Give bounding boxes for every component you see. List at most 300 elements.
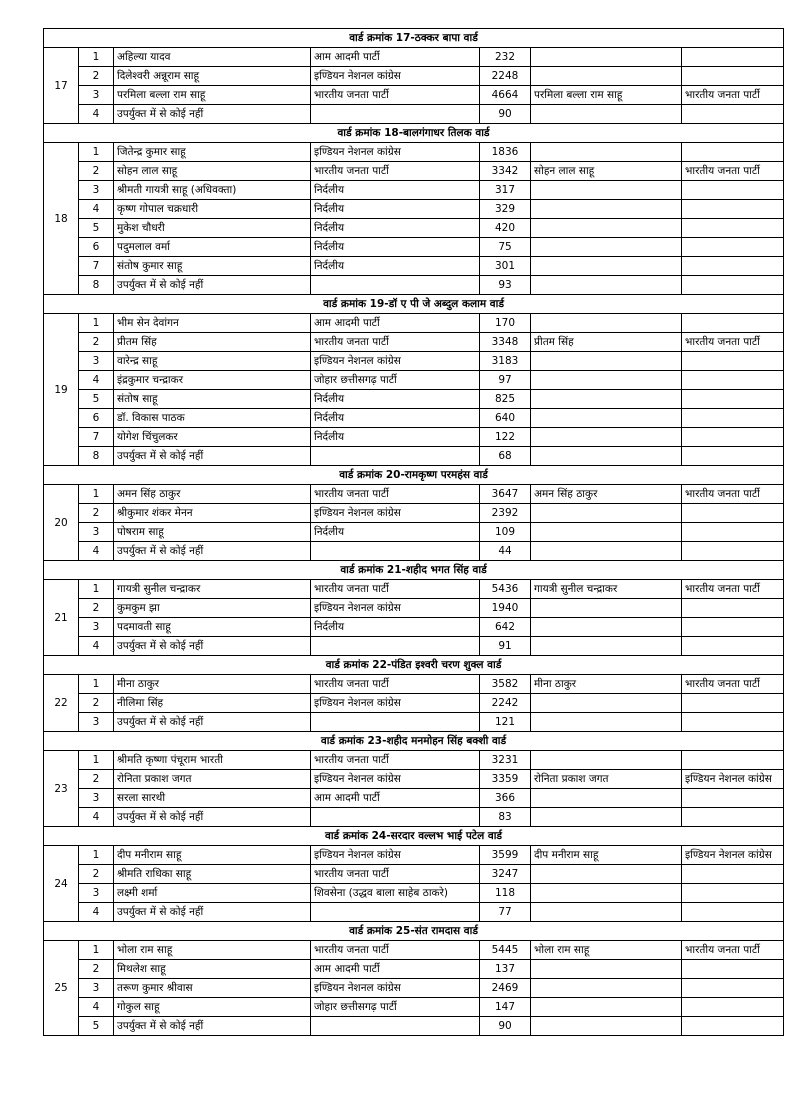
serial-number: 3 (79, 86, 114, 105)
table-row (44, 200, 784, 219)
candidate-name: पोषराम साहू (114, 523, 311, 542)
serial-number: 3 (79, 789, 114, 808)
vote-count: 301 (480, 257, 531, 276)
candidate-party: निर्दलीय (311, 409, 480, 428)
table-row (44, 903, 784, 922)
winner-party (682, 504, 784, 523)
winner-name (531, 960, 682, 979)
vote-count: 75 (480, 238, 531, 257)
table-row (44, 979, 784, 998)
winner-name (531, 48, 682, 67)
serial-number: 4 (79, 637, 114, 656)
winner-name (531, 903, 682, 922)
serial-number: 3 (79, 979, 114, 998)
winner-name (531, 1017, 682, 1036)
serial-number: 5 (79, 1017, 114, 1036)
vote-count: 2242 (480, 694, 531, 713)
winner-party: भारतीय जनता पार्टी (682, 580, 784, 599)
winner-party (682, 1017, 784, 1036)
candidate-party: भारतीय जनता पार्टी (311, 485, 480, 504)
ward-header-row (44, 29, 784, 48)
winner-party (682, 865, 784, 884)
vote-count: 122 (480, 428, 531, 447)
winner-name (531, 884, 682, 903)
candidate-name: मुकेश चौधरी (114, 219, 311, 238)
candidate-party: इण्डियन नेशनल कांग्रेस (311, 504, 480, 523)
candidate-party: निर्दलीय (311, 428, 480, 447)
table-row (44, 694, 784, 713)
candidate-party: भारतीय जनता पार्टी (311, 580, 480, 599)
table-row (44, 751, 784, 770)
table-row (44, 257, 784, 276)
candidate-name: उपर्युक्त में से कोई नहीं (114, 808, 311, 827)
serial-number: 5 (79, 390, 114, 409)
winner-party: भारतीय जनता पार्टी (682, 333, 784, 352)
ward-number: 25 (44, 941, 79, 1036)
vote-count: 109 (480, 523, 531, 542)
table-row (44, 542, 784, 561)
winner-party (682, 257, 784, 276)
table-row (44, 675, 784, 694)
winner-party (682, 713, 784, 732)
candidate-name: भोला राम साहू (114, 941, 311, 960)
winner-name (531, 314, 682, 333)
vote-count: 44 (480, 542, 531, 561)
winner-party (682, 447, 784, 466)
candidate-name: उपर्युक्त में से कोई नहीं (114, 637, 311, 656)
candidate-name: लक्ष्मी शर्मा (114, 884, 311, 903)
ward-number: 22 (44, 675, 79, 732)
winner-name (531, 257, 682, 276)
serial-number: 4 (79, 371, 114, 390)
winner-name (531, 447, 682, 466)
winner-party: इण्डियन नेशनल कांग्रेस (682, 846, 784, 865)
vote-count: 68 (480, 447, 531, 466)
candidate-name: उपर्युक्त में से कोई नहीं (114, 542, 311, 561)
serial-number: 1 (79, 143, 114, 162)
winner-name: प्रीतम सिंह (531, 333, 682, 352)
serial-number: 2 (79, 333, 114, 352)
candidate-name: उपर्युक्त में से कोई नहीं (114, 903, 311, 922)
ward-number: 18 (44, 143, 79, 295)
winner-party (682, 67, 784, 86)
candidate-party: निर्दलीय (311, 523, 480, 542)
winner-name (531, 808, 682, 827)
candidate-party: भारतीय जनता पार्टी (311, 751, 480, 770)
candidate-party: इण्डियन नेशनल कांग्रेस (311, 694, 480, 713)
candidate-name: प्रीतम सिंह (114, 333, 311, 352)
vote-count: 118 (480, 884, 531, 903)
candidate-name: भीम सेन देवांगन (114, 314, 311, 333)
winner-party (682, 276, 784, 295)
candidate-party: भारतीय जनता पार्टी (311, 941, 480, 960)
winner-party (682, 808, 784, 827)
table-row (44, 618, 784, 637)
candidate-name: जितेन्द्र कुमार साहू (114, 143, 311, 162)
table-row (44, 998, 784, 1017)
table-row (44, 333, 784, 352)
vote-count: 83 (480, 808, 531, 827)
ward-header-row (44, 466, 784, 485)
winner-party (682, 903, 784, 922)
table-row (44, 390, 784, 409)
vote-count: 640 (480, 409, 531, 428)
candidate-party: निर्दलीय (311, 219, 480, 238)
winner-name (531, 865, 682, 884)
candidate-party: भारतीय जनता पार्टी (311, 86, 480, 105)
candidate-party: इण्डियन नेशनल कांग्रेस (311, 67, 480, 86)
serial-number: 8 (79, 447, 114, 466)
vote-count: 1940 (480, 599, 531, 618)
table-row (44, 789, 784, 808)
serial-number: 2 (79, 67, 114, 86)
winner-party (682, 542, 784, 561)
winner-party (682, 390, 784, 409)
serial-number: 3 (79, 523, 114, 542)
winner-name (531, 618, 682, 637)
winner-name: दीप मनीराम साहू (531, 846, 682, 865)
vote-count: 170 (480, 314, 531, 333)
vote-count: 3359 (480, 770, 531, 789)
winner-name (531, 200, 682, 219)
candidate-name: मीना ठाकुर (114, 675, 311, 694)
candidate-party (311, 276, 480, 295)
table-row (44, 580, 784, 599)
serial-number: 7 (79, 257, 114, 276)
candidate-party: आम आदमी पार्टी (311, 48, 480, 67)
table-row (44, 770, 784, 789)
winner-party (682, 48, 784, 67)
candidate-name: डॉ. विकास पाठक (114, 409, 311, 428)
candidate-party: भारतीय जनता पार्टी (311, 162, 480, 181)
vote-count: 329 (480, 200, 531, 219)
winner-name (531, 542, 682, 561)
vote-count: 91 (480, 637, 531, 656)
candidate-name: गोकुल साहू (114, 998, 311, 1017)
serial-number: 1 (79, 485, 114, 504)
vote-count: 2248 (480, 67, 531, 86)
candidate-name: पदमावती साहू (114, 618, 311, 637)
table-row (44, 485, 784, 504)
winner-party (682, 428, 784, 447)
vote-count: 420 (480, 219, 531, 238)
winner-party (682, 884, 784, 903)
winner-name (531, 352, 682, 371)
serial-number: 6 (79, 238, 114, 257)
winner-name (531, 67, 682, 86)
ward-title: वार्ड क्रमांक 17-ठक्कर बापा वार्ड (44, 29, 784, 48)
candidate-name: दिलेश्वरी अन्नूराम साहू (114, 67, 311, 86)
table-row (44, 865, 784, 884)
winner-name (531, 504, 682, 523)
winner-party: भारतीय जनता पार्टी (682, 941, 784, 960)
vote-count: 137 (480, 960, 531, 979)
winner-name (531, 979, 682, 998)
serial-number: 1 (79, 751, 114, 770)
winner-party (682, 960, 784, 979)
candidate-party: आम आदमी पार्टी (311, 314, 480, 333)
table-row (44, 67, 784, 86)
winner-name (531, 751, 682, 770)
winner-name: अमन सिंह ठाकुर (531, 485, 682, 504)
winner-name: भोला राम साहू (531, 941, 682, 960)
ward-number: 19 (44, 314, 79, 466)
serial-number: 2 (79, 865, 114, 884)
candidate-party: जोहार छत्तीसगढ़ पार्टी (311, 998, 480, 1017)
candidate-party: भारतीय जनता पार्टी (311, 333, 480, 352)
table-row (44, 846, 784, 865)
vote-count: 825 (480, 390, 531, 409)
vote-count: 317 (480, 181, 531, 200)
candidate-party (311, 105, 480, 124)
candidate-party: आम आदमी पार्टी (311, 960, 480, 979)
candidate-party (311, 713, 480, 732)
candidate-party: निर्दलीय (311, 390, 480, 409)
candidate-party: निर्दलीय (311, 618, 480, 637)
candidate-name: रोनिता प्रकाश जगत (114, 770, 311, 789)
serial-number: 1 (79, 580, 114, 599)
table-row (44, 238, 784, 257)
table-row (44, 941, 784, 960)
winner-name: सोहन लाल साहू (531, 162, 682, 181)
candidate-party: इण्डियन नेशनल कांग्रेस (311, 143, 480, 162)
winner-name (531, 637, 682, 656)
winner-name (531, 276, 682, 295)
ward-title: वार्ड क्रमांक 18-बालगंगाधर तिलक वार्ड (44, 124, 784, 143)
ward-number: 24 (44, 846, 79, 922)
table-row (44, 352, 784, 371)
serial-number: 1 (79, 314, 114, 333)
table-row (44, 314, 784, 333)
serial-number: 2 (79, 694, 114, 713)
vote-count: 5445 (480, 941, 531, 960)
vote-count: 3247 (480, 865, 531, 884)
candidate-party (311, 1017, 480, 1036)
winner-name (531, 219, 682, 238)
winner-name: परमिला बल्ला राम साहू (531, 86, 682, 105)
ward-header-row (44, 295, 784, 314)
candidate-party: निर्दलीय (311, 200, 480, 219)
winner-name (531, 105, 682, 124)
vote-count: 3342 (480, 162, 531, 181)
winner-party: भारतीय जनता पार्टी (682, 86, 784, 105)
serial-number: 4 (79, 105, 114, 124)
winner-party (682, 618, 784, 637)
winner-name: मीना ठाकुर (531, 675, 682, 694)
candidate-name: उपर्युक्त में से कोई नहीं (114, 1017, 311, 1036)
ward-title: वार्ड क्रमांक 22-पंडित इश्वरी चरण शुक्ल वार्ड (44, 656, 784, 675)
vote-count: 4664 (480, 86, 531, 105)
candidate-party: भारतीय जनता पार्टी (311, 865, 480, 884)
serial-number: 3 (79, 713, 114, 732)
candidate-party: निर्दलीय (311, 181, 480, 200)
winner-party (682, 314, 784, 333)
vote-count: 366 (480, 789, 531, 808)
candidate-name: वारेन्द्र साहू (114, 352, 311, 371)
candidate-name: कृष्ण गोपाल चक्रधारी (114, 200, 311, 219)
winner-name (531, 390, 682, 409)
vote-count: 77 (480, 903, 531, 922)
serial-number: 2 (79, 162, 114, 181)
candidate-name: नीलिमा सिंह (114, 694, 311, 713)
candidate-party: इण्डियन नेशनल कांग्रेस (311, 770, 480, 789)
ward-title: वार्ड क्रमांक 20-रामकृष्ण परमहंस वार्ड (44, 466, 784, 485)
candidate-name: श्रीमति कृष्णा पंचूराम भारती (114, 751, 311, 770)
vote-count: 3183 (480, 352, 531, 371)
winner-party: भारतीय जनता पार्टी (682, 675, 784, 694)
winner-name (531, 523, 682, 542)
table-row (44, 48, 784, 67)
winner-party (682, 751, 784, 770)
winner-name (531, 599, 682, 618)
serial-number: 2 (79, 770, 114, 789)
vote-count: 232 (480, 48, 531, 67)
serial-number: 3 (79, 181, 114, 200)
serial-number: 2 (79, 960, 114, 979)
winner-party: भारतीय जनता पार्टी (682, 485, 784, 504)
table-row (44, 143, 784, 162)
ward-header-row (44, 827, 784, 846)
table-row (44, 960, 784, 979)
table-row (44, 105, 784, 124)
candidate-party (311, 903, 480, 922)
winner-name (531, 143, 682, 162)
winner-party (682, 979, 784, 998)
ward-header-row (44, 922, 784, 941)
candidate-party: निर्दलीय (311, 238, 480, 257)
ward-header-row (44, 561, 784, 580)
ward-results-table (43, 28, 784, 1036)
winner-name (531, 998, 682, 1017)
table-row (44, 219, 784, 238)
ward-header-row (44, 732, 784, 751)
table-row (44, 86, 784, 105)
serial-number: 7 (79, 428, 114, 447)
table-row (44, 447, 784, 466)
candidate-party (311, 447, 480, 466)
winner-party (682, 789, 784, 808)
candidate-party (311, 542, 480, 561)
candidate-name: श्रीकुमार शंकर मेनन (114, 504, 311, 523)
winner-party (682, 219, 784, 238)
winner-party (682, 371, 784, 390)
winner-name (531, 694, 682, 713)
winner-party: भारतीय जनता पार्टी (682, 162, 784, 181)
candidate-party: इण्डियन नेशनल कांग्रेस (311, 599, 480, 618)
ward-title: वार्ड क्रमांक 23-शहीद मनमोहन सिंह बक्शी वार्ड (44, 732, 784, 751)
candidate-name: अमन सिंह ठाकुर (114, 485, 311, 504)
winner-name: गायत्री सुनील चन्द्राकर (531, 580, 682, 599)
winner-name: रोनिता प्रकाश जगत (531, 770, 682, 789)
winner-name (531, 713, 682, 732)
candidate-party: इण्डियन नेशनल कांग्रेस (311, 846, 480, 865)
results-sheet (43, 28, 784, 1036)
vote-count: 90 (480, 1017, 531, 1036)
candidate-name: दीप मनीराम साहू (114, 846, 311, 865)
table-row (44, 637, 784, 656)
candidate-name: उपर्युक्त में से कोई नहीं (114, 276, 311, 295)
candidate-name: श्रीमति राधिका साहू (114, 865, 311, 884)
serial-number: 1 (79, 48, 114, 67)
candidate-party: इण्डियन नेशनल कांग्रेस (311, 352, 480, 371)
serial-number: 3 (79, 884, 114, 903)
vote-count: 642 (480, 618, 531, 637)
serial-number: 4 (79, 200, 114, 219)
vote-count: 2469 (480, 979, 531, 998)
ward-header-row (44, 656, 784, 675)
vote-count: 93 (480, 276, 531, 295)
candidate-name: इंद्रकुमार चन्द्राकर (114, 371, 311, 390)
candidate-name: कुमकुम झा (114, 599, 311, 618)
winner-party (682, 637, 784, 656)
vote-count: 90 (480, 105, 531, 124)
candidate-party: इण्डियन नेशनल कांग्रेस (311, 979, 480, 998)
winner-party (682, 200, 784, 219)
serial-number: 4 (79, 998, 114, 1017)
winner-party (682, 238, 784, 257)
winner-name (531, 428, 682, 447)
table-row (44, 409, 784, 428)
winner-party (682, 105, 784, 124)
candidate-name: मिथलेश साहू (114, 960, 311, 979)
candidate-name: योगेश चिंचुलकर (114, 428, 311, 447)
vote-count: 5436 (480, 580, 531, 599)
candidate-name: सरला सारथी (114, 789, 311, 808)
vote-count: 121 (480, 713, 531, 732)
vote-count: 97 (480, 371, 531, 390)
serial-number: 4 (79, 542, 114, 561)
candidate-name: उपर्युक्त में से कोई नहीं (114, 105, 311, 124)
ward-header-row (44, 124, 784, 143)
serial-number: 4 (79, 903, 114, 922)
winner-party (682, 523, 784, 542)
ward-title: वार्ड क्रमांक 19-डॉ ए पी जे अब्दुल कलाम वार्ड (44, 295, 784, 314)
serial-number: 2 (79, 504, 114, 523)
vote-count: 2392 (480, 504, 531, 523)
table-row (44, 181, 784, 200)
serial-number: 4 (79, 808, 114, 827)
table-row (44, 599, 784, 618)
ward-number: 23 (44, 751, 79, 827)
serial-number: 8 (79, 276, 114, 295)
ward-number: 21 (44, 580, 79, 656)
winner-party (682, 143, 784, 162)
serial-number: 6 (79, 409, 114, 428)
candidate-name: पदुमलाल वर्मा (114, 238, 311, 257)
serial-number: 5 (79, 219, 114, 238)
vote-count: 3599 (480, 846, 531, 865)
vote-count: 3231 (480, 751, 531, 770)
candidate-name: अहिल्या यादव (114, 48, 311, 67)
ward-title: वार्ड क्रमांक 24-सरदार वल्लभ भाई पटेल वार्ड (44, 827, 784, 846)
table-row (44, 371, 784, 390)
candidate-name: सोहन लाल साहू (114, 162, 311, 181)
candidate-party: जोहार छत्तीसगढ़ पार्टी (311, 371, 480, 390)
candidate-party: निर्दलीय (311, 257, 480, 276)
table-row (44, 523, 784, 542)
candidate-name: उपर्युक्त में से कोई नहीं (114, 713, 311, 732)
candidate-party: आम आदमी पार्टी (311, 789, 480, 808)
winner-name (531, 409, 682, 428)
table-row (44, 276, 784, 295)
serial-number: 1 (79, 846, 114, 865)
table-row (44, 713, 784, 732)
candidate-name: गायत्री सुनील चन्द्राकर (114, 580, 311, 599)
serial-number: 3 (79, 618, 114, 637)
candidate-party (311, 808, 480, 827)
serial-number: 2 (79, 599, 114, 618)
serial-number: 1 (79, 675, 114, 694)
